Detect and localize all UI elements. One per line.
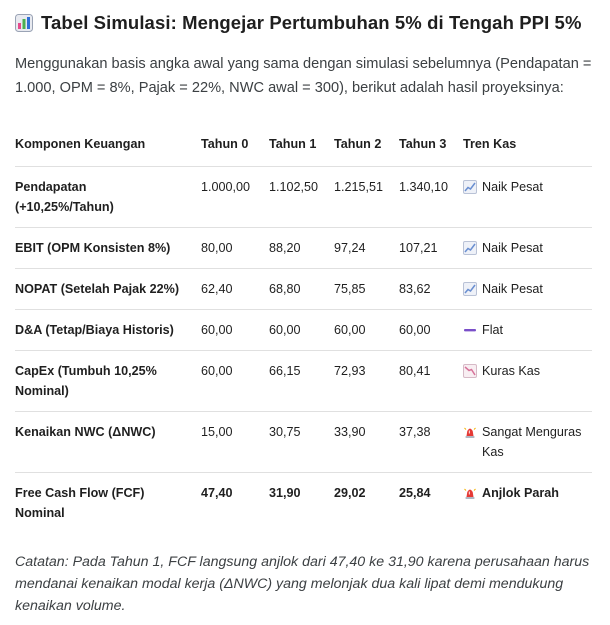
component-label-line: (+10,25%/Tahun) (15, 200, 114, 214)
cell-year-1: 68,80 (269, 269, 334, 310)
table-row (15, 167, 592, 228)
chart-up-icon (463, 180, 477, 194)
header-year-0: Tahun 0 (201, 122, 269, 167)
trend-label: Anjlok Parah (482, 486, 559, 500)
cell-component (15, 351, 201, 412)
cell-component (15, 167, 201, 228)
table-row (15, 351, 592, 412)
trend-label: Naik Pesat (482, 180, 543, 194)
table-row (15, 228, 592, 269)
component-label-line: Kenaikan NWC (ΔNWC) (15, 425, 156, 439)
cell-component (15, 412, 201, 473)
trend-indicator (463, 422, 592, 462)
trend-label: Flat (482, 323, 503, 337)
cell-component (15, 269, 201, 310)
cell-year-1: 60,00 (269, 310, 334, 351)
cell-year-3: 83,62 (399, 269, 463, 310)
cell-trend (463, 351, 592, 412)
cell-year-0: 1.000,00 (201, 167, 269, 228)
trend-indicator (463, 177, 592, 197)
component-label-line: EBIT (OPM Konsisten 8%) (15, 241, 171, 255)
trend-label: Naik Pesat (482, 241, 543, 255)
cell-year-2: 97,24 (334, 228, 399, 269)
cell-year-1: 88,20 (269, 228, 334, 269)
cell-year-3: 60,00 (399, 310, 463, 351)
cell-year-2: 33,90 (334, 412, 399, 473)
table-header-row (15, 122, 592, 167)
table-row (15, 310, 592, 351)
page (0, 12, 610, 625)
trend-indicator (463, 361, 592, 381)
simulation-table (15, 122, 592, 533)
cell-component (15, 228, 201, 269)
component-label-line: NOPAT (Setelah Pajak 22%) (15, 282, 180, 296)
cell-year-0: 47,40 (201, 486, 233, 500)
cell-year-0: 15,00 (201, 412, 269, 473)
trend-label: Naik Pesat (482, 282, 543, 296)
component-label-line: CapEx (Tumbuh 10,25% (15, 364, 157, 378)
trend-label: Kuras Kas (482, 364, 541, 378)
cell-year-2: 75,85 (334, 269, 399, 310)
chart-up-icon (463, 241, 477, 255)
chart-down-icon (463, 364, 477, 378)
cell-year-3: 1.340,10 (399, 167, 463, 228)
alarm-icon (463, 486, 477, 500)
cell-year-1: 1.102,50 (269, 167, 334, 228)
cell-year-1: 66,15 (269, 351, 334, 412)
cell-year-3: 37,38 (399, 412, 463, 473)
cell-year-2: 60,00 (334, 310, 399, 351)
trend-indicator (463, 483, 592, 503)
component-label-line: Free Cash Flow (FCF) (15, 486, 145, 500)
flat-line-icon (463, 323, 477, 337)
cell-year-3: 80,41 (399, 351, 463, 412)
trend-indicator (463, 279, 592, 299)
component-label-line: Pendapatan (15, 180, 87, 194)
chart-up-icon (463, 282, 477, 296)
cell-trend (463, 310, 592, 351)
cell-year-1: 31,90 (269, 486, 301, 500)
header-year-3: Tahun 3 (399, 122, 463, 167)
cell-trend (463, 412, 592, 473)
table-row (15, 269, 592, 310)
header-year-1: Tahun 1 (269, 122, 334, 167)
cell-year-2: 72,93 (334, 351, 399, 412)
bar-chart-icon (15, 14, 33, 32)
title-row (15, 12, 596, 34)
trend-label: Sangat Menguras Kas (482, 425, 582, 459)
cell-component (15, 473, 201, 534)
header-trend: Tren Kas (463, 122, 592, 167)
table-row (15, 412, 592, 473)
page-title: Tabel Simulasi: Mengejar Pertumbuhan 5% di Tengah PPI 5% (41, 12, 582, 33)
component-label-line: Nominal) (15, 384, 69, 398)
cell-year-3: 25,84 (399, 486, 431, 500)
cell-trend (463, 269, 592, 310)
cell-year-0: 60,00 (201, 351, 269, 412)
intro-paragraph: Menggunakan basis angka awal yang sama dengan simulasi sebelumnya (Pendapatan = 1.000, OPM = 8%, Pajak = 22%, NWC awal = 300), berikut adalah hasil proyeksinya: (15, 56, 592, 96)
cell-year-0: 60,00 (201, 310, 269, 351)
alarm-icon (463, 425, 477, 439)
cell-year-1: 30,75 (269, 412, 334, 473)
header-component: Komponen Keuangan (15, 122, 201, 167)
cell-trend (463, 473, 592, 534)
component-label-line: D&A (Tetap/Biaya Historis) (15, 323, 174, 337)
cell-trend (463, 167, 592, 228)
cell-year-0: 62,40 (201, 269, 269, 310)
cell-year-2: 29,02 (334, 486, 366, 500)
header-year-2: Tahun 2 (334, 122, 399, 167)
cell-component (15, 310, 201, 351)
table-row (15, 473, 592, 534)
trend-indicator (463, 238, 592, 258)
footnote: Catatan: Pada Tahun 1, FCF langsung anjlok dari 47,40 ke 31,90 karena perusahaan harus mendanai kenaikan modal kerja (ΔNWC) yang melonjak dua kali lipat demi mendukung kenaikan volume. (15, 554, 590, 614)
component-label-line: Nominal (15, 506, 65, 520)
trend-indicator (463, 320, 592, 340)
cell-year-2: 1.215,51 (334, 167, 399, 228)
cell-year-0: 80,00 (201, 228, 269, 269)
cell-year-3: 107,21 (399, 228, 463, 269)
cell-trend (463, 228, 592, 269)
